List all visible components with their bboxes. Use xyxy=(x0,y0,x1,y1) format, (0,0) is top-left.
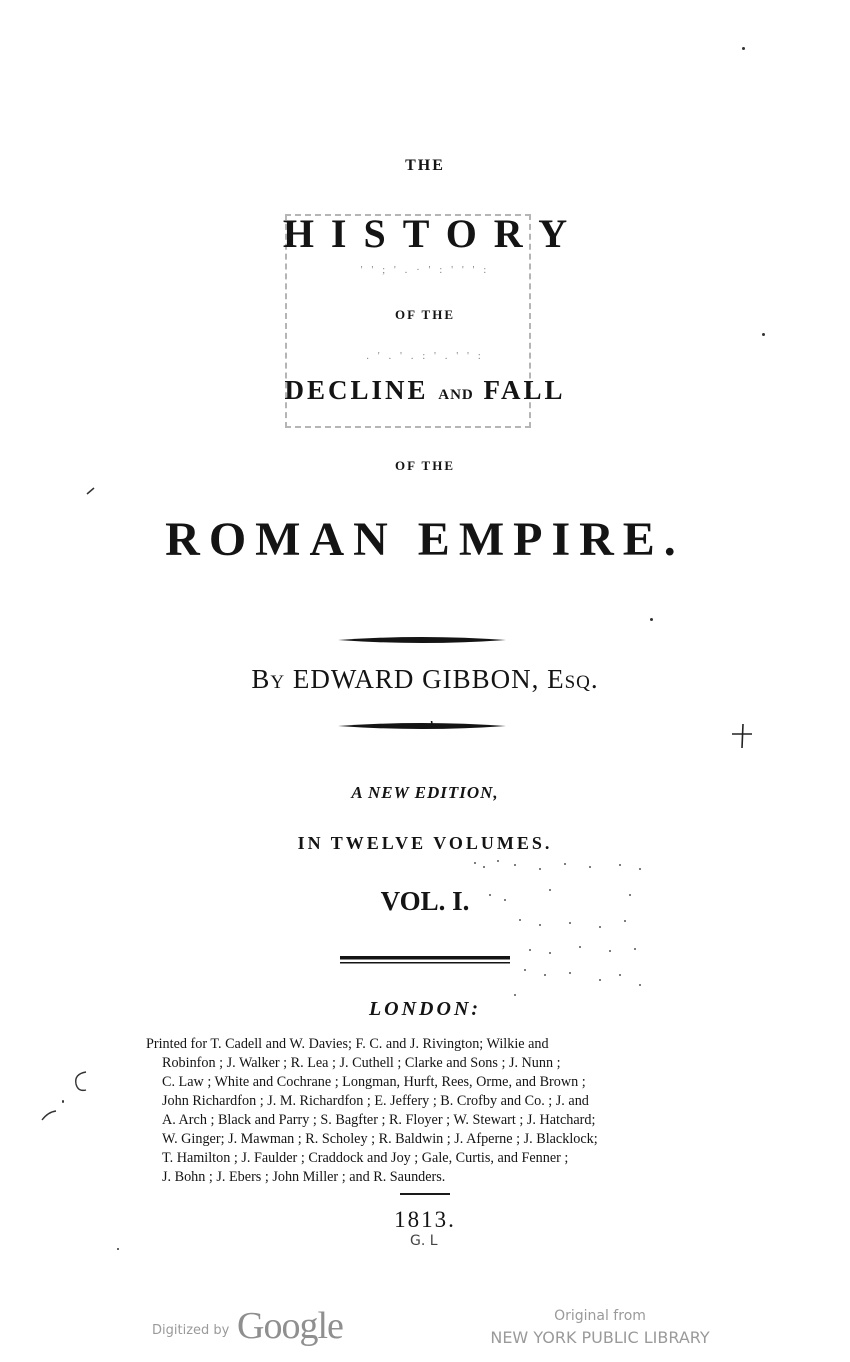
digitized-by-label: Digitized by xyxy=(152,1323,230,1338)
title-of-the-2: OF THE xyxy=(394,458,456,473)
imprint-line: A. Arch ; Black and Parry ; S. Bagfter ; R. Floyer ; W. Stewart ; J. Hatchard; xyxy=(162,1112,596,1128)
imprint-line: Robinfon ; J. Walker ; R. Lea ; J. Cuthell ; Clarke and Sons ; J. Nunn ; xyxy=(162,1055,561,1071)
stamp-text-faded: . ' . ' . : ' . ' ' : xyxy=(366,350,484,362)
title-of-the: OF THE xyxy=(394,307,456,322)
imprint-line: T. Hamilton ; J. Faulder ; Craddock and Joy ; Gale, Curtis, and Fenner ; xyxy=(162,1150,569,1166)
google-logo: Google xyxy=(237,1305,343,1347)
title-history: HISTORY xyxy=(282,211,585,256)
imprint-place: LONDON: xyxy=(368,998,482,1020)
margin-mark xyxy=(40,1108,58,1122)
scan-speckle xyxy=(470,855,660,1005)
imprint-line: W. Ginger; J. Mawman ; R. Scholey ; R. Baldwin ; J. Afperne ; J. Blacklock; xyxy=(162,1131,598,1147)
stamp-text-faded: ' ' ; ' . · ' : ' ' ' : xyxy=(360,264,490,276)
publication-year: 1813. xyxy=(394,1207,456,1232)
scan-speck xyxy=(742,47,745,50)
volumes-line: IN TWELVE VOLUMES. xyxy=(297,833,553,853)
title-roman-empire: ROMAN EMPIRE. xyxy=(165,513,685,566)
scan-speck xyxy=(117,1248,119,1250)
title-and: AND xyxy=(438,387,474,403)
scan-speck xyxy=(62,1100,64,1103)
edition-line: A NEW EDITION, xyxy=(351,783,499,802)
author-line xyxy=(0,664,850,695)
title-fall: FALL xyxy=(483,375,566,405)
imprint-block xyxy=(146,1035,706,1187)
imprint-line: John Richardfon ; J. M. Richardfon ; E. Jeffery ; B. Crofby and Co. ; J. and xyxy=(162,1093,589,1109)
margin-cross-mark xyxy=(730,722,754,750)
original-from-label: Original from xyxy=(554,1308,646,1324)
ornamental-rule-top xyxy=(338,635,506,645)
imprint-line: C. Law ; White and Cochrane ; Longman, Hurft, Rees, Orme, and Brown ; xyxy=(162,1074,586,1090)
margin-mark xyxy=(86,486,96,496)
author-by: By xyxy=(251,664,286,694)
author-name: EDWARD GIBBON, xyxy=(292,664,540,694)
margin-c-mark xyxy=(70,1068,90,1096)
imprint-line: Printed for T. Cadell and W. Davies; F. C. and J. Rivington; Wilkie and xyxy=(146,1036,549,1052)
volume-number: VOL. I. xyxy=(380,886,470,916)
handwritten-note: G. L xyxy=(410,1233,438,1249)
title-decline-and-fall xyxy=(0,375,850,406)
ornamental-rule-bottom xyxy=(338,721,506,731)
author-title: Esq. xyxy=(547,664,599,694)
title-decline: DECLINE xyxy=(284,375,429,405)
scan-speck xyxy=(762,333,765,336)
library-name: NEW YORK PUBLIC LIBRARY xyxy=(490,1328,710,1347)
title-the: THE xyxy=(405,157,445,174)
scan-speck xyxy=(650,618,653,621)
short-rule xyxy=(400,1193,450,1195)
imprint-line: J. Bohn ; J. Ebers ; John Miller ; and R. Saunders. xyxy=(162,1169,446,1185)
